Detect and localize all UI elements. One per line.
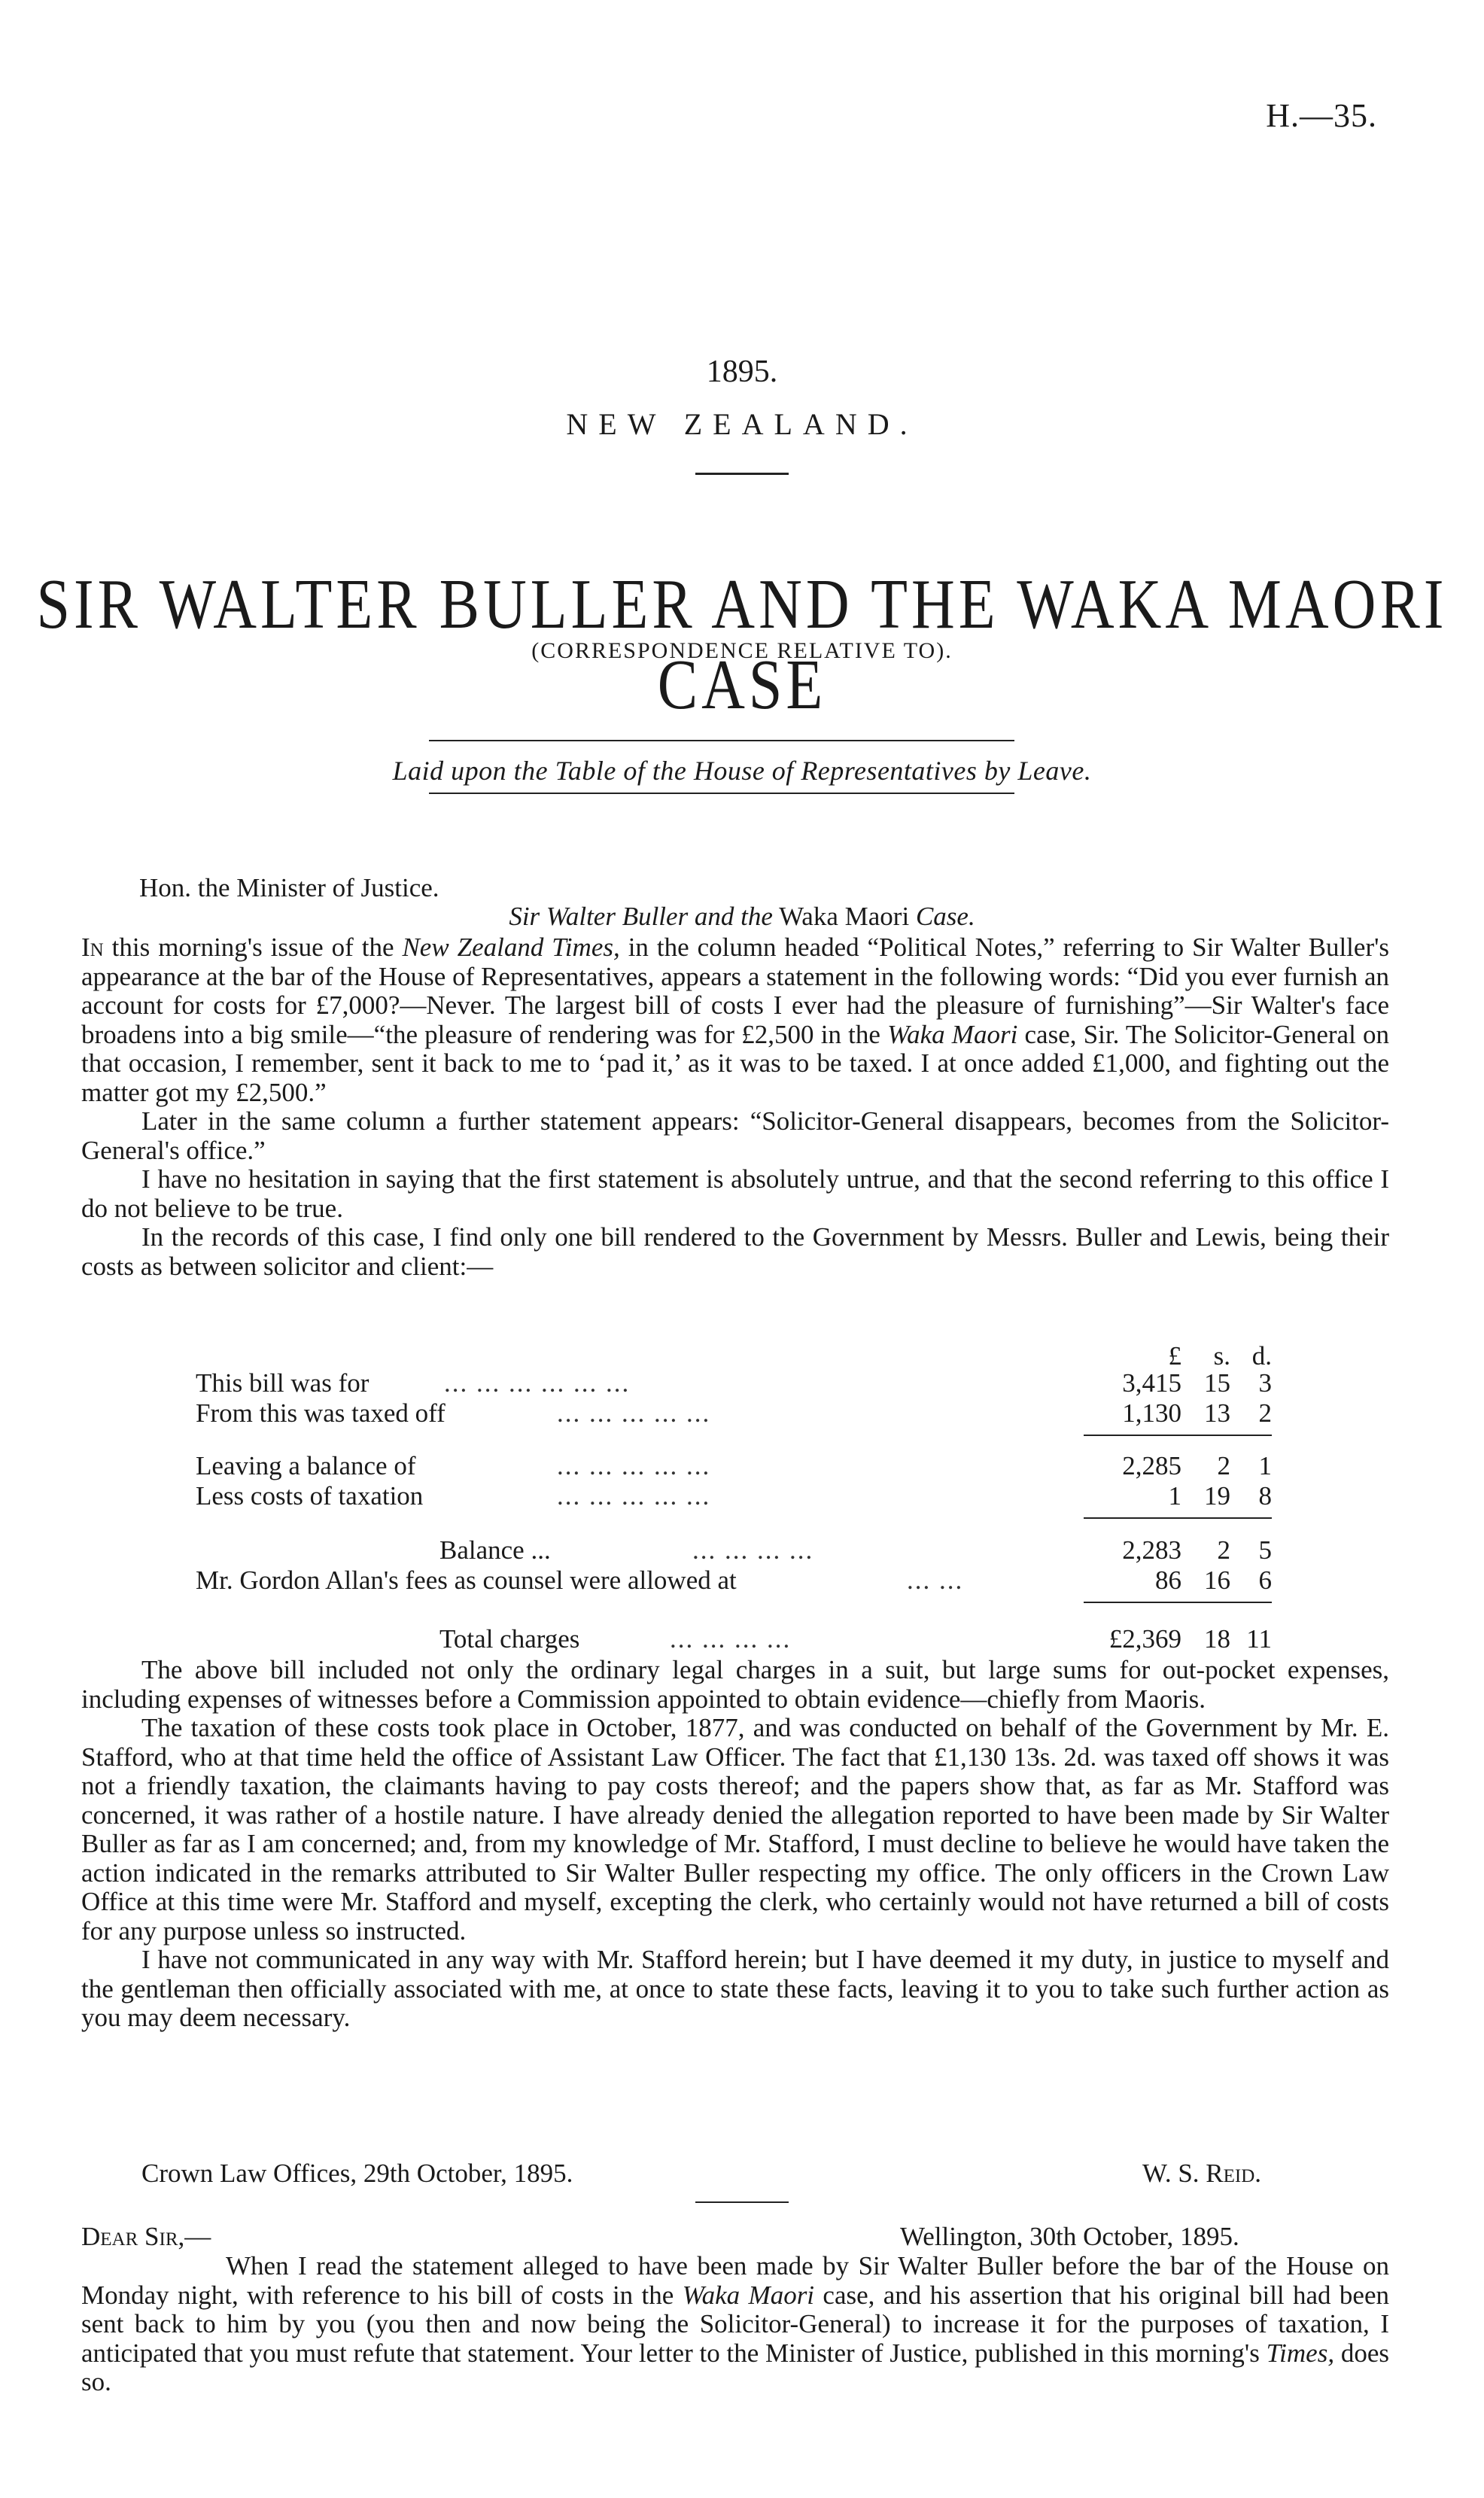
paragraph-text: case, and his assertion that his original bill had been sent back to him by you (you then and now being the Solicitor-General) to increase it for the purposes of taxation, I anticipated that you must refute that statement. Your letter to the Minister of Justice, published in this morning's — [81, 2280, 1389, 2368]
laid-rule-bottom — [429, 793, 1014, 794]
amount-pence: 1 — [1258, 1451, 1272, 1480]
letter1-signature: W. S. Reid. — [1142, 2159, 1262, 2188]
paragraph-4: In the records of this case, I find only one bill rendered to the Government by Messrs. Buller and Lewis, being their costs as between solicitor and client:— — [81, 1222, 1389, 1281]
amount-shillings: 19 — [1204, 1481, 1230, 1511]
leader-dots: ... ... — [907, 1565, 964, 1595]
paragraph-2: Later in the same column a further statement appears: “Solicitor-General disappears, becomes from the Solicitor-General's office.” — [81, 1106, 1389, 1165]
amount-pounds: 1 — [1168, 1481, 1181, 1511]
paragraph-3: I have no hesitation in saying that the first statement is absolutely untrue, and that the second referring to this office I do not believe to be true. — [81, 1164, 1389, 1223]
paragraph-1 — [81, 933, 1389, 1107]
account-total-row — [196, 1624, 1272, 1654]
letter1-body-bottom — [81, 1656, 1389, 2033]
letter2-salutation: Dear Sir,— — [81, 2222, 211, 2251]
amount-shillings: 13 — [1204, 1398, 1230, 1428]
column-pence: d. — [1251, 1341, 1272, 1371]
document-subtitle: (CORRESPONDENCE RELATIVE TO). — [531, 638, 953, 663]
amount-pence: 11 — [1246, 1624, 1272, 1654]
amount-pounds: 3,415 — [1122, 1368, 1181, 1398]
laid-upon-table-note: Laid upon the Table of the House of Representatives by Leave. — [392, 756, 1092, 786]
paragraph-text: case, Sir. The Solicitor-General on that occasion, I remember, sent it back to me to ‘pad it,’ as it was to be taxed. I at once added £1,000, and fighting out the matter got my £2,500.” — [81, 1019, 1390, 1107]
column-pounds: £ — [1168, 1341, 1181, 1371]
amount-pence: 2 — [1258, 1398, 1272, 1428]
paragraph-6: The taxation of these costs took place in October, 1877, and was conducted on behalf of the Government by Mr. E. Stafford, who at that time held the office of Assistant Law Officer. The fact that £1,130 13s. 2d. was taxed off shows it was not a friendly taxation, the claimants having to pay costs thereof; and the papers show that, as far as Mr. Stafford was concerned, it was rather of a hostile nature. I have already denied the allegation reported to have been made by Sir Walter Buller as far as I am concerned; and, from my knowledge of Mr. Stafford, I must decline to believe he would have taken the action indicated in the remarks attributed to Sir Walter Buller respecting my office. The only officers in the Crown Law Office at this time were Mr. Stafford and myself, excepting the clerk, who certainly would not have returned a bill of costs for any purpose unless so instructed. — [81, 1713, 1389, 1946]
subject-waka: Waka — [779, 902, 838, 931]
column-shillings: s. — [1213, 1341, 1230, 1371]
letter2-paragraph — [81, 2252, 1389, 2397]
account-row — [196, 1398, 1272, 1429]
amount-shillings: 2 — [1217, 1451, 1230, 1480]
letter-subject — [0, 902, 1484, 932]
amount-shillings: 2 — [1217, 1535, 1230, 1565]
sum-rule — [1084, 1517, 1272, 1519]
leader-dots: ... ... ... ... — [670, 1624, 792, 1654]
account-row — [196, 1535, 1272, 1565]
paragraph-5: The above bill included not only the ordinary legal charges in a suit, but large sums for out-pocket expenses, including expenses of witnesses before a Commission appointed to obtain evidence—chiefly from Maoris. — [81, 1655, 1389, 1714]
subject-part: Sir Walter Buller and the — [509, 902, 773, 931]
sum-rule — [1084, 1435, 1272, 1436]
account-header-row — [196, 1341, 1272, 1371]
paragraph-text: does so. — [81, 2338, 1390, 2396]
paragraph-text: When I read the statement alleged to have been made by Sir Walter Buller before the bar of the House on Monday night, with reference to his bill of costs in the — [81, 2251, 1389, 2310]
addressee: Hon. the Minister of Justice. — [139, 873, 439, 902]
page-reference: H.—35. — [1266, 97, 1377, 134]
paragraph-lead: In — [81, 933, 104, 962]
account-row — [196, 1368, 1272, 1398]
letter1-place-date: Crown Law Offices, 29th October, 1895. — [141, 2159, 573, 2188]
laid-rule-top — [429, 740, 1014, 741]
account-label: From this was taxed off — [196, 1398, 446, 1428]
amount-pounds: 2,283 — [1122, 1535, 1181, 1565]
leader-dots: ... ... ... ... — [692, 1535, 814, 1565]
amount-pence: 3 — [1258, 1368, 1272, 1398]
amount-pence: 8 — [1258, 1481, 1272, 1511]
amount-pounds: 1,130 — [1122, 1398, 1181, 1428]
amount-pence: 6 — [1258, 1565, 1272, 1595]
paragraph-text: in the column headed “Political Notes,” referring to Sir Walter Buller's appearance at the bar of the House of Representatives, appears a statement in the following words: “Did you ever furnish an account for costs for £7,000?—Never. The largest bill of costs I ever had the pleasure of furnishing”—Sir Walter's face broadens into a big smile—“the pleasure of rendering was for £2,500 in the — [81, 933, 1390, 1049]
amount-shillings: 16 — [1204, 1565, 1230, 1595]
account-label: Balance ... — [439, 1535, 551, 1565]
account-label: Leaving a balance of — [196, 1451, 416, 1480]
document-year: 1895. — [706, 354, 778, 389]
case-name: Waka Maori — [682, 2280, 815, 2310]
letter2-place-date: Wellington, 30th October, 1895. — [900, 2222, 1239, 2251]
leader-dots: ... ... ... ... ... — [557, 1481, 711, 1511]
paragraph-7: I have not communicated in any way with Mr. Stafford herein; but I have deemed it my duty, in justice to myself and the gentleman then officially associated with me, at once to state these facts, leaving it to you to take such further action as you may deem necessary. — [81, 1945, 1389, 2032]
letter2-body — [81, 2252, 1389, 2397]
letter-divider — [695, 2201, 789, 2203]
amount-pence: 5 — [1258, 1535, 1272, 1565]
amount-pounds: £2,369 — [1108, 1624, 1181, 1654]
document-country: NEW ZEALAND. — [566, 407, 918, 441]
account-label: This bill was for — [196, 1368, 369, 1398]
amount-shillings: 15 — [1204, 1368, 1230, 1398]
newspaper-name: Times, — [1266, 2338, 1335, 2368]
account-label: Total charges — [439, 1624, 580, 1654]
sum-rule — [1084, 1602, 1272, 1603]
subject-case: Case. — [915, 902, 975, 931]
leader-dots: ... ... ... ... ... — [557, 1398, 711, 1428]
account-row — [196, 1565, 1272, 1596]
amount-shillings: 18 — [1204, 1624, 1230, 1654]
amount-pounds: 86 — [1155, 1565, 1181, 1595]
account-label: Less costs of taxation — [196, 1481, 424, 1511]
document-title: SIR WALTER BULLER AND THE WAKA MAORI CASE — [36, 565, 1448, 725]
subject-maori: Maori — [844, 902, 910, 931]
paragraph-text: this morning's issue of the — [111, 933, 394, 962]
leader-dots: ... ... ... ... ... ... — [444, 1368, 631, 1398]
account-row — [196, 1481, 1272, 1511]
leader-dots: ... ... ... ... ... — [557, 1451, 711, 1480]
account-row — [196, 1451, 1272, 1481]
letter1-body-top — [81, 933, 1389, 1281]
newspaper-name: New Zealand Times, — [402, 933, 620, 962]
case-name: Waka Maori — [887, 1019, 1018, 1049]
account-label: Mr. Gordon Allan's fees as counsel were allowed at — [196, 1565, 737, 1595]
account-column-heads — [1084, 1341, 1272, 1371]
amount-pounds: 2,285 — [1122, 1451, 1181, 1480]
masthead-divider — [695, 473, 789, 475]
